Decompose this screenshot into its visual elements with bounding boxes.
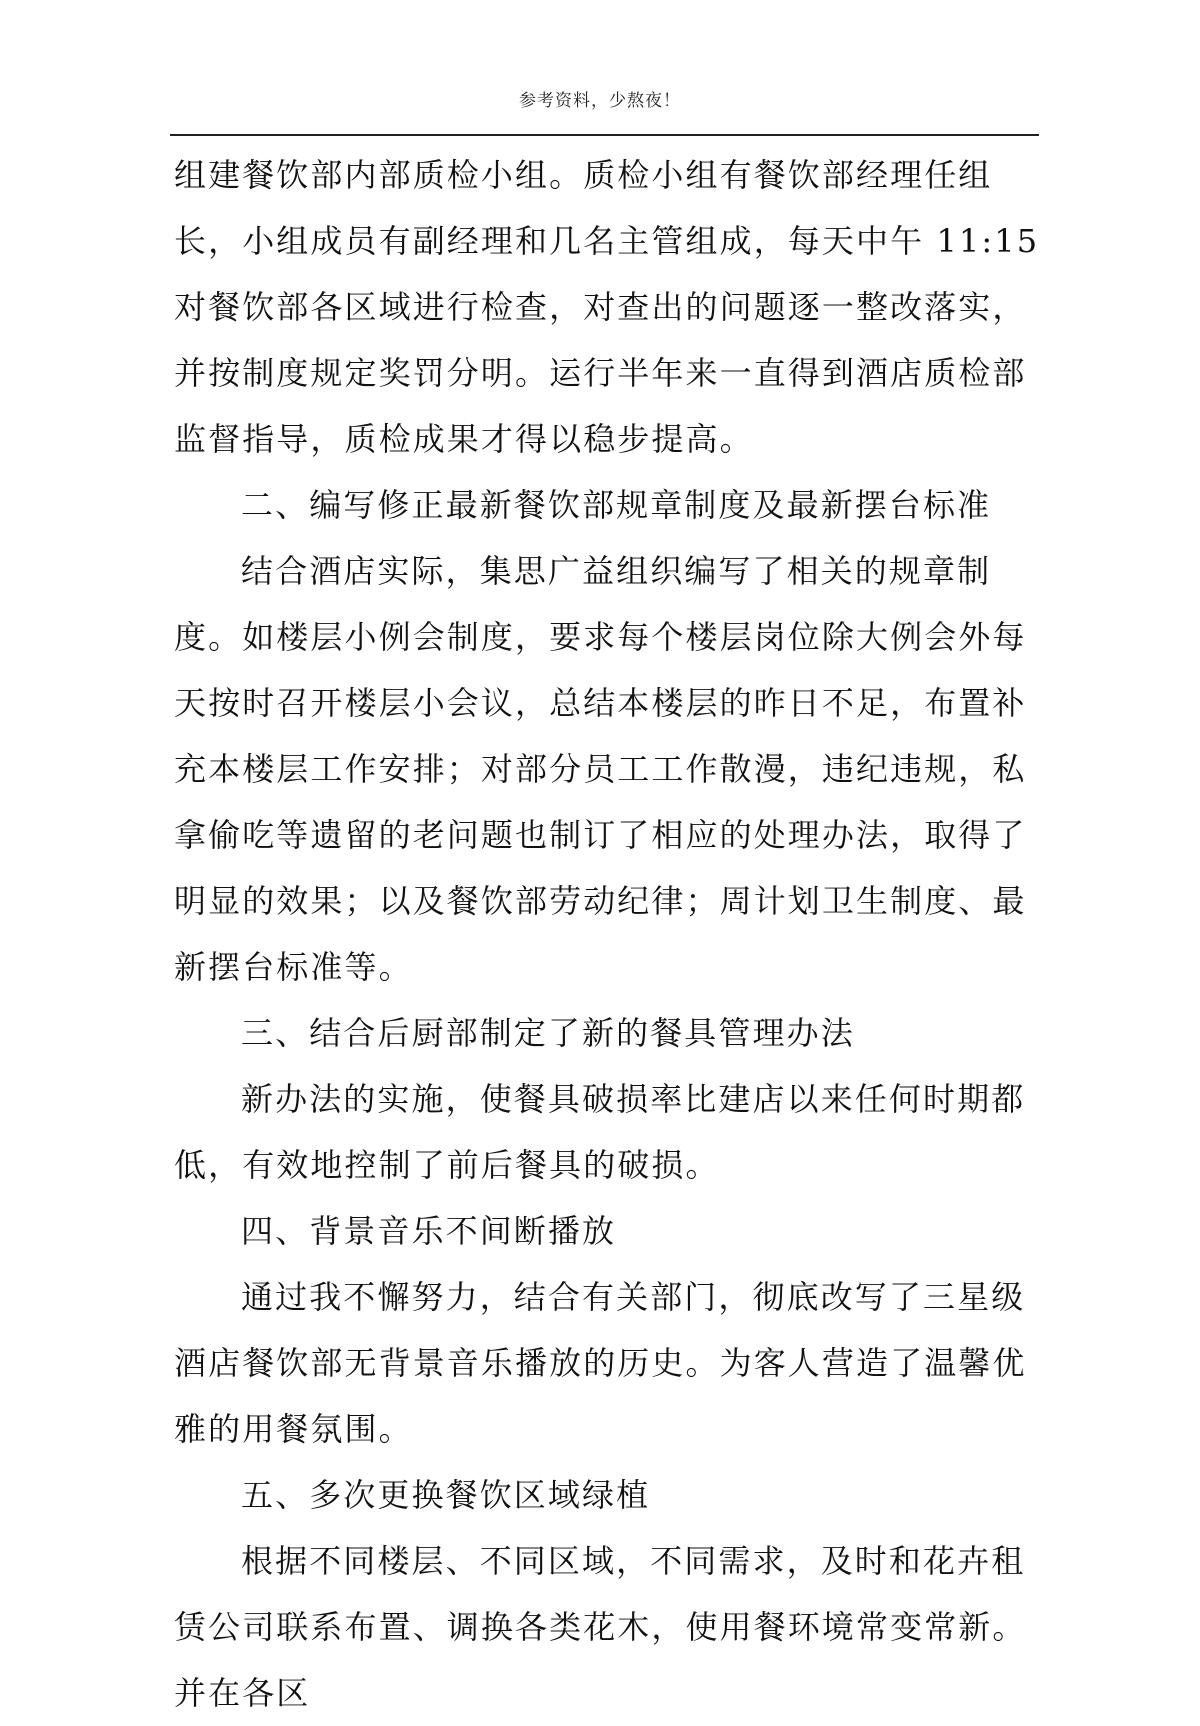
section-heading-5: 五、多次更换餐饮区域绿植 bbox=[241, 1476, 651, 1514]
paragraph-quality-team: 组建餐饮部内部质检小组。质检小组有餐饮部经理任组长，小组成员有副经理和几名主管组成，每天中午 11:15 对餐饮部各区域进行检查，对查出的问题逐一整改落实，并按制度规定奖罚分明。运行半年来一直得到酒店质检部监督指导，质检成果才得以稳步提高。 bbox=[174, 156, 1040, 458]
header-divider bbox=[170, 134, 1039, 136]
section-heading-4: 四、背景音乐不间断播放 bbox=[241, 1212, 617, 1250]
paragraph-tableware: 新办法的实施，使餐具破损率比建店以来任何时期都低，有效地控制了前后餐具的破损。 bbox=[174, 1080, 1026, 1184]
page-header: 参考资料，少熬夜！ bbox=[519, 91, 681, 111]
section-heading-2: 二、编写修正最新餐饮部规章制度及最新摆台标准 bbox=[241, 486, 992, 524]
paragraph-music: 通过我不懈努力，结合有关部门，彻底改写了三星级酒店餐饮部无背景音乐播放的历史。为客人营造了温馨优雅的用餐氛围。 bbox=[174, 1278, 1027, 1448]
paragraph-plants: 根据不同楼层、不同区域，不同需求，及时和花卉租赁公司联系布置、调换各类花木，使用餐环境常变常新。并在各区 bbox=[174, 1542, 1027, 1712]
section-heading-3: 三、结合后厨部制定了新的餐具管理办法 bbox=[241, 1014, 855, 1052]
paragraph-rules: 结合酒店实际，集思广益组织编写了相关的规章制度。如楼层小例会制度，要求每个楼层岗位除大例会外每天按时召开楼层小会议，总结本楼层的昨日不足，布置补充本楼层工作安排；对部分员工工作散漫，违纪违规，私拿偷吃等遗留的老问题也制订了相应的处理办法，取得了明显的效果；以及餐饮部劳动纪律；周计划卫生制度、最新摆台标准等。 bbox=[174, 552, 1027, 986]
document-body bbox=[174, 142, 1040, 1726]
